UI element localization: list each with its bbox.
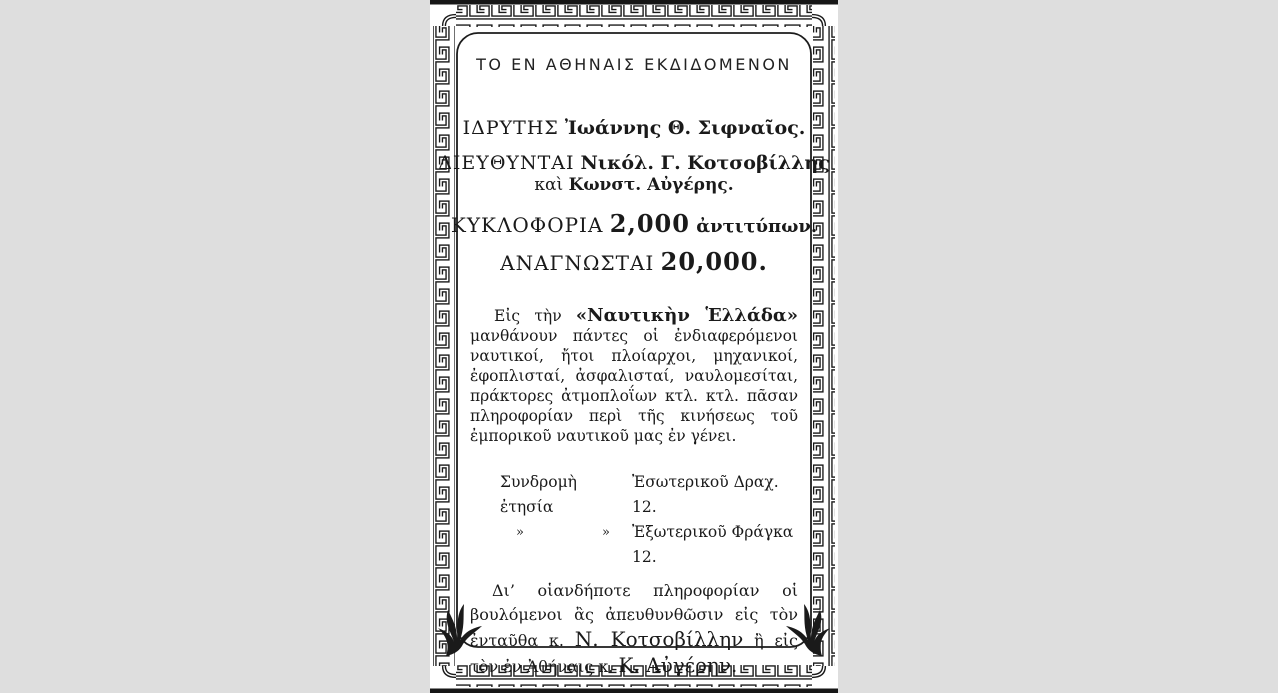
- readers-line: [500, 247, 768, 276]
- advertisement-content: [438, 33, 830, 677]
- subscription-label: Συνδρομὴ ἐτησία: [500, 472, 577, 516]
- subscription-foreign-row: [500, 520, 798, 570]
- contact-paragraph: [470, 579, 798, 679]
- intro-rest: μανθάνουν πάντες οἱ ἐνδιαφερόμενοι ναυτικοί, ἤτοι πλοίαρχοι, μηχανικοί, ἐφοπλισταί, ἀσφαλισταί, ναυλομεσίται, πράκτορες ἀτμοπλοΐων κτλ. κτλ. πᾶσαν πληροφορίαν περὶ τῆς κινήσεως τοῦ ἐμπορικοῦ ναυτικοῦ μας ἐν γένει.: [470, 327, 798, 445]
- meander-top: [456, 5, 812, 27]
- contact-text-2: ἢ εἰς τὸν ἐν Ἀθήναις κ.: [470, 630, 798, 676]
- founder-name: Ἰωάννης Θ. Σιφναῖος.: [564, 117, 806, 139]
- directors-line: [438, 152, 830, 174]
- circulation-value: 2,000: [609, 209, 690, 238]
- meander-right: [813, 26, 835, 666]
- directors-line-2: [534, 175, 733, 195]
- contact-text-1: Δι’ οἱανδήποτε πληροφορίαν οἱ βουλόμενοι ἂς ἀπευθυνθῶσιν εἰς τὸν ἐνταῦθα κ.: [470, 580, 798, 650]
- ditto-mark-2: »: [602, 524, 610, 540]
- founder-line: [463, 117, 806, 139]
- readers-label: ΑΝΑΓΝΩΣΤΑΙ: [500, 251, 655, 275]
- readers-value: 20,000.: [660, 247, 768, 276]
- subscription-domestic: Ἐσωτερικοῦ Δραχ. 12.: [632, 472, 779, 516]
- top-edge-bar: [430, 0, 838, 5]
- circulation-unit: ἀντιτύπων.: [696, 216, 818, 237]
- ditto-mark-1: »: [516, 524, 524, 540]
- bottom-edge-bar: [430, 689, 838, 693]
- advertisement-page: [430, 0, 838, 693]
- circulation-label: ΚΥΚΛΟΦΟΡΙΑ: [450, 213, 604, 237]
- meander-left: [433, 26, 455, 666]
- ditto-marks: [500, 520, 632, 570]
- subscription-domestic-row: [500, 470, 798, 520]
- magazine-name: «Ναυτικὴν Ἑλλάδα»: [575, 305, 798, 326]
- director-1-name: Νικόλ. Γ. Κοτσοβίλλης: [580, 152, 830, 174]
- intro-lead: Εἰς τὴν: [494, 307, 562, 325]
- intro-paragraph: [470, 306, 798, 446]
- subscription-block: [470, 470, 798, 570]
- circulation-line: [451, 209, 817, 238]
- conjunction: καὶ: [534, 175, 564, 195]
- subscription-foreign: Ἐξωτερικοῦ Φράγκα 12.: [632, 522, 794, 566]
- contact-name-1: Ν. Κοτσοβίλλην: [574, 626, 744, 651]
- director-2-name: Κωνστ. Αὐγέρης.: [568, 175, 734, 195]
- directors-label: ΔΙΕΥΘΥΝΤΑΙ: [438, 152, 575, 174]
- founder-label: ΙΔΡΥΤΗΣ: [462, 117, 559, 139]
- masthead-subtitle: ΤΟ ΕΝ ΑΘΗΝΑΙΣ ΕΚΔΙΔΟΜΕΝΟΝ: [476, 55, 792, 74]
- contact-name-2: Κ. Αὐγέρην.: [618, 652, 738, 677]
